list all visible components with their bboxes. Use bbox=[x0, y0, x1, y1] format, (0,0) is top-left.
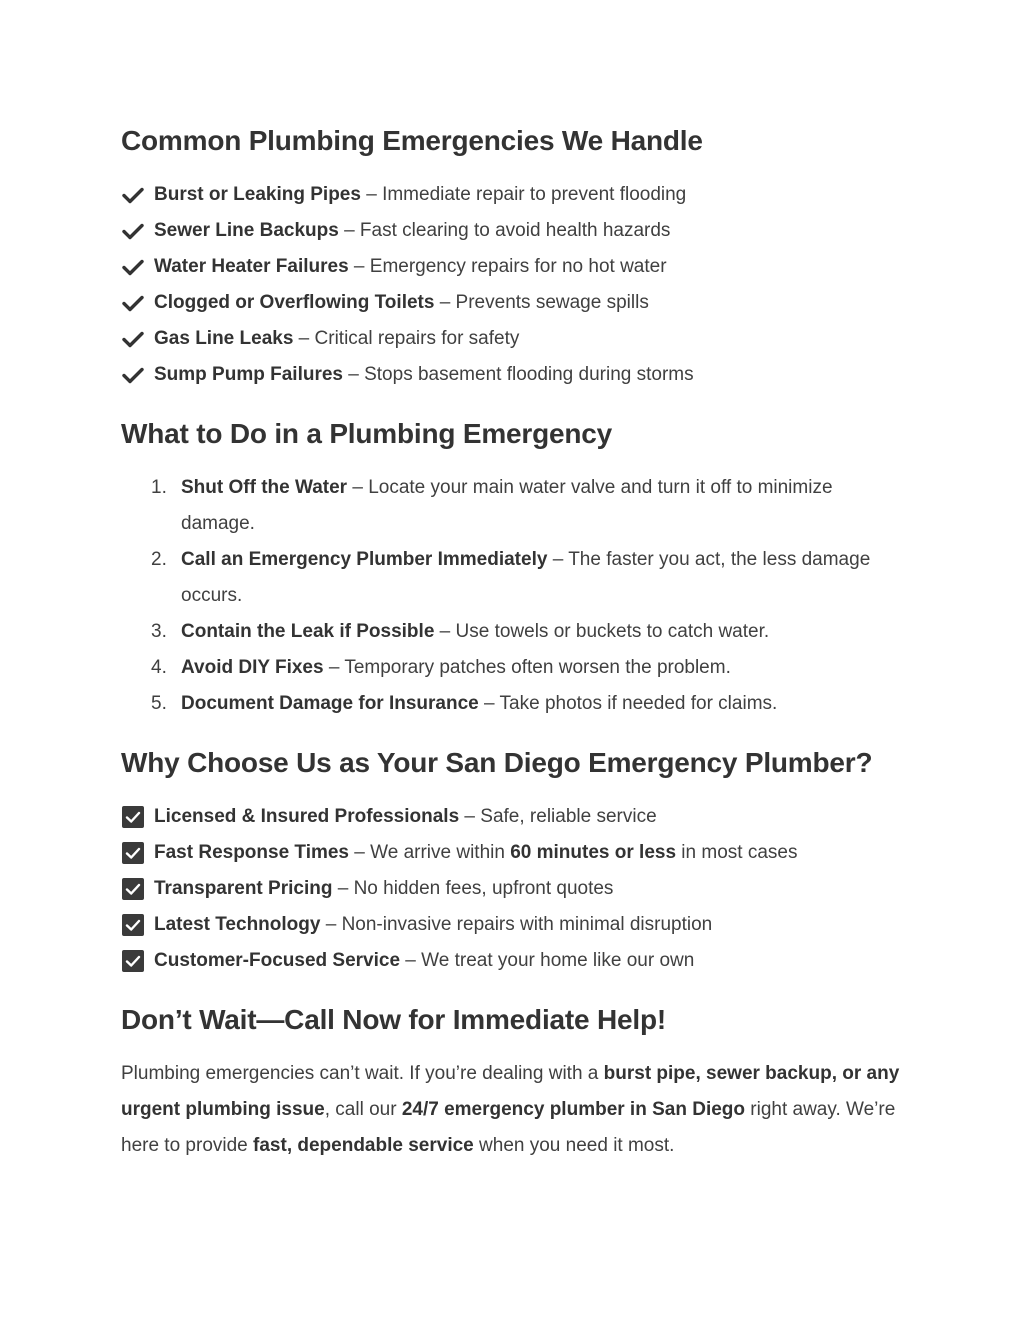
list-item bbox=[121, 470, 906, 542]
emergencies-list bbox=[121, 177, 906, 393]
list-item bbox=[121, 285, 906, 321]
check-mark-icon bbox=[121, 255, 145, 279]
list-item bbox=[121, 650, 906, 686]
section-what-to-do bbox=[121, 415, 906, 722]
checked-box-icon bbox=[121, 841, 145, 865]
list-item-text: Fast Response Times – We arrive within 60 minutes or less in most cases bbox=[154, 842, 798, 863]
check-mark-icon bbox=[121, 219, 145, 243]
section-heading-what-to-do: What to Do in a Plumbing Emergency bbox=[121, 418, 613, 449]
list-item bbox=[121, 871, 906, 907]
why-us-list bbox=[121, 799, 906, 979]
list-item bbox=[121, 835, 906, 871]
list-item bbox=[121, 614, 906, 650]
section-heading-emergencies: Common Plumbing Emergencies We Handle bbox=[121, 125, 703, 156]
checked-box-icon bbox=[121, 805, 145, 829]
list-item bbox=[121, 213, 906, 249]
checked-box-icon bbox=[121, 949, 145, 973]
list-item bbox=[121, 542, 906, 614]
step-text: Document Damage for Insurance – Take photos if needed for claims. bbox=[181, 693, 778, 714]
step-text: Shut Off the Water – Locate your main water valve and turn it off to minimize damage. bbox=[181, 477, 833, 534]
list-item-text: Sewer Line Backups – Fast clearing to avoid health hazards bbox=[154, 220, 671, 241]
cta-paragraph: Plumbing emergencies can’t wait. If you’re dealing with a burst pipe, sewer backup, or any urgent plumbing issue, call our 24/7 emergency plumber in San Diego right away. We’re here to provide fast, dependable service when you need it most. bbox=[121, 1063, 900, 1156]
list-item-text: Sump Pump Failures – Stops basement flooding during storms bbox=[154, 364, 694, 385]
list-item-text: Latest Technology – Non-invasive repairs with minimal disruption bbox=[154, 914, 713, 935]
section-heading-cta: Don’t Wait—Call Now for Immediate Help! bbox=[121, 1004, 666, 1035]
check-mark-icon bbox=[121, 363, 145, 387]
list-item-text: Customer-Focused Service – We treat your home like our own bbox=[154, 950, 695, 971]
step-number: 1. bbox=[151, 477, 167, 498]
list-item-text: Water Heater Failures – Emergency repairs for no hot water bbox=[154, 256, 667, 277]
list-item bbox=[121, 686, 906, 722]
step-number: 5. bbox=[151, 693, 167, 714]
check-mark-icon bbox=[121, 183, 145, 207]
list-item-text: Gas Line Leaks – Critical repairs for safety bbox=[154, 328, 520, 349]
list-item-text: Transparent Pricing – No hidden fees, upfront quotes bbox=[154, 878, 614, 899]
step-number: 2. bbox=[151, 549, 167, 570]
list-item-text: Licensed & Insured Professionals – Safe, reliable service bbox=[154, 806, 657, 827]
list-item bbox=[121, 943, 906, 979]
steps-list bbox=[121, 470, 906, 722]
step-number: 3. bbox=[151, 621, 167, 642]
list-item bbox=[121, 249, 906, 285]
step-text: Contain the Leak if Possible – Use towels or buckets to catch water. bbox=[181, 621, 770, 642]
section-heading-why-us: Why Choose Us as Your San Diego Emergency Plumber? bbox=[121, 747, 873, 778]
list-item bbox=[121, 357, 906, 393]
list-item bbox=[121, 799, 906, 835]
list-item-text: Clogged or Overflowing Toilets – Prevents sewage spills bbox=[154, 292, 649, 313]
list-item bbox=[121, 321, 906, 357]
step-text: Call an Emergency Plumber Immediately – The faster you act, the less damage occurs. bbox=[181, 549, 871, 606]
checked-box-icon bbox=[121, 877, 145, 901]
checked-box-icon bbox=[121, 913, 145, 937]
list-item bbox=[121, 177, 906, 213]
step-text: Avoid DIY Fixes – Temporary patches often worsen the problem. bbox=[181, 657, 731, 678]
section-cta bbox=[121, 1001, 906, 1164]
list-item-text: Burst or Leaking Pipes – Immediate repair to prevent flooding bbox=[154, 184, 687, 205]
check-mark-icon bbox=[121, 327, 145, 351]
list-item bbox=[121, 907, 906, 943]
section-why-us bbox=[121, 744, 906, 979]
document-content bbox=[121, 122, 906, 1164]
check-mark-icon bbox=[121, 291, 145, 315]
step-number: 4. bbox=[151, 657, 167, 678]
